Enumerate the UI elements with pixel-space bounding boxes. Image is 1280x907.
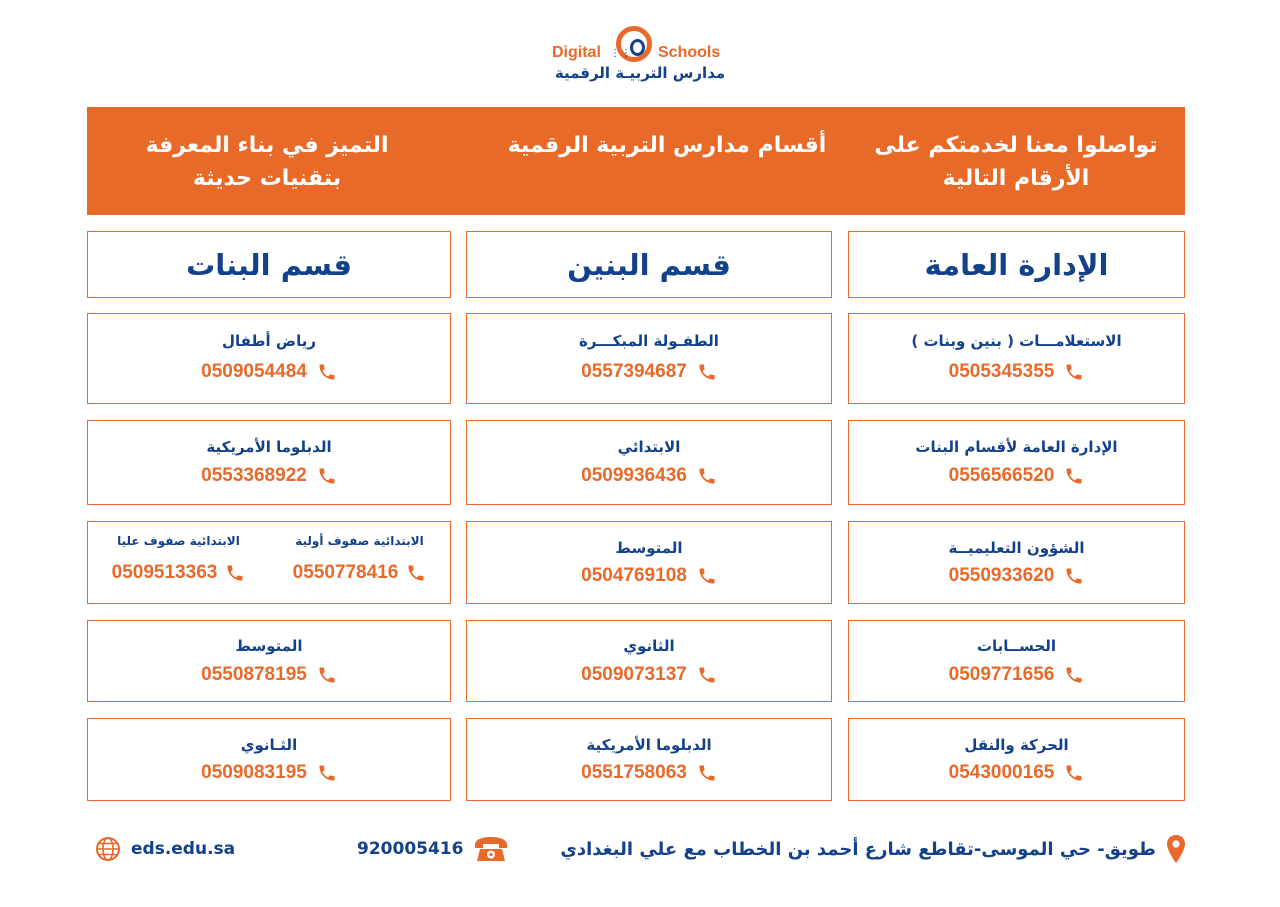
- phone-icon: [697, 466, 717, 486]
- phone-number[interactable]: 0505345355: [948, 361, 1055, 382]
- contact-label: الابتدائية صفوف أولية: [295, 534, 424, 548]
- phone-icon: [317, 466, 337, 486]
- contact-card: [848, 620, 1185, 702]
- contact-label: الطفـولة المبكـــرة: [579, 332, 719, 350]
- contact-phone[interactable]: [269, 562, 450, 584]
- banner-departments-text: [487, 129, 847, 162]
- contact-phone[interactable]: [88, 664, 450, 686]
- contact-phone[interactable]: [849, 465, 1184, 487]
- contact-phone[interactable]: [849, 762, 1184, 784]
- contact-label: المتوسط: [235, 637, 303, 655]
- banner-departments-line: أقسام مدارس التربية الرقمية: [507, 133, 827, 158]
- phone-icon: [697, 566, 717, 586]
- column-header-admin: الإدارة العامة: [848, 231, 1185, 298]
- phone-number[interactable]: 0509771656: [948, 664, 1055, 685]
- phone-number[interactable]: 0550933620: [948, 565, 1055, 586]
- footer-phone-number: 920005416: [357, 839, 464, 859]
- banner-excellence-text: [107, 129, 427, 195]
- contact-label: الابتدائي: [617, 438, 681, 456]
- contact-card: [466, 620, 832, 702]
- phone-icon: [1064, 665, 1084, 685]
- contact-card: [466, 718, 832, 801]
- contact-card: [466, 521, 832, 604]
- banner-contact-line-1: تواصلوا معنا لخدمتكم على: [874, 133, 1158, 158]
- globe-icon: [95, 836, 121, 862]
- contact-card: [87, 313, 451, 404]
- logo-arabic: مدارس التربيـة الرقمية: [554, 64, 726, 82]
- phone-number[interactable]: 0543000165: [948, 762, 1055, 783]
- logo-schools: Schools: [658, 44, 721, 61]
- phone-icon: [1064, 362, 1084, 382]
- phone-icon: [406, 563, 426, 583]
- contact-phone[interactable]: [849, 565, 1184, 587]
- phone-number[interactable]: 0509054484: [201, 361, 307, 382]
- website-link[interactable]: eds.edu.sa: [131, 839, 236, 859]
- banner-contact-line-2: الأرقام التالية: [942, 166, 1090, 191]
- column-header-boys: قسم البنين: [466, 231, 832, 298]
- contact-label: الحركة والنقل: [964, 736, 1069, 754]
- contact-label: المتوسط: [615, 539, 683, 557]
- contact-card: [87, 521, 451, 604]
- contact-phone[interactable]: [849, 664, 1184, 686]
- phone-icon: [1064, 566, 1084, 586]
- banner-excellence-line-1: التميز في بناء المعرفة: [145, 133, 389, 158]
- phone-icon: [317, 665, 337, 685]
- phone-number[interactable]: 0556566520: [948, 465, 1055, 486]
- column-header-girls: قسم البنات: [87, 231, 451, 298]
- phone-number[interactable]: 0553368922: [201, 465, 307, 486]
- contact-label: الاستعلامـــات ( بنين وبنات ): [911, 332, 1122, 350]
- contact-card: [848, 521, 1185, 604]
- contact-phone[interactable]: [467, 465, 831, 487]
- phone-icon: [317, 362, 337, 382]
- phone-icon: [697, 362, 717, 382]
- contact-label: الشؤون التعليميــة: [948, 539, 1085, 557]
- header-banner: [87, 107, 1185, 215]
- contact-phone[interactable]: [88, 762, 450, 784]
- phone-icon: [1064, 466, 1084, 486]
- contact-label: الدبلوما الأمريكية: [586, 736, 712, 754]
- contact-label: الثانوي: [623, 637, 675, 655]
- phone-number[interactable]: 0557394687: [581, 361, 687, 382]
- split-left: [88, 522, 269, 603]
- split-right: [269, 522, 450, 603]
- contact-phone[interactable]: [467, 565, 831, 587]
- contact-phone[interactable]: [88, 562, 269, 584]
- contact-card: [848, 718, 1185, 801]
- contact-label: الإدارة العامة لأقسام البنات: [915, 438, 1118, 456]
- contact-label: الحســابات: [976, 637, 1057, 655]
- contact-phone[interactable]: [467, 664, 831, 686]
- phone-number[interactable]: 0509073137: [581, 664, 687, 685]
- location-pin-icon: [1166, 834, 1186, 864]
- phone-number[interactable]: 0550878195: [201, 664, 307, 685]
- contact-phone[interactable]: [88, 465, 450, 487]
- phone-icon: [697, 763, 717, 783]
- contact-card: [848, 313, 1185, 404]
- phone-number[interactable]: 0550778416: [292, 562, 399, 583]
- phone-number[interactable]: 0551758063: [581, 762, 687, 783]
- phone-number[interactable]: 0504769108: [581, 565, 687, 586]
- footer-website[interactable]: [95, 832, 235, 866]
- footer-address: [560, 832, 1186, 866]
- address-text: طويق- حي الموسى-تقاطع شارع أحمد بن الخطاب مع علي البغدادي: [560, 838, 1156, 860]
- contact-label: الابتدائية صفوف عليا: [117, 534, 240, 548]
- footer-phone: [357, 832, 509, 866]
- contact-phone[interactable]: [88, 361, 450, 383]
- telephone-icon: [473, 835, 509, 863]
- contact-phone[interactable]: [467, 361, 831, 383]
- contact-card: [466, 313, 832, 404]
- logo: [540, 24, 740, 86]
- logo-dots: ⋮⋮: [610, 48, 632, 59]
- contact-label: الدبلوما الأمريكية: [206, 438, 332, 456]
- phone-icon: [697, 665, 717, 685]
- contact-card: [87, 718, 451, 801]
- contact-card: [466, 420, 832, 505]
- contact-card: [87, 620, 451, 702]
- phone-number[interactable]: 0509936436: [581, 465, 687, 486]
- contact-card: [848, 420, 1185, 505]
- contact-phone[interactable]: [467, 762, 831, 784]
- phone-number[interactable]: 0509083195: [201, 762, 307, 783]
- banner-contact-text: [847, 129, 1185, 195]
- contact-phone[interactable]: [849, 361, 1184, 383]
- banner-excellence-line-2: بتقنيات حديثة: [192, 166, 342, 191]
- contact-label: رياض أطفال: [221, 332, 316, 350]
- logo-digital: Digital: [552, 44, 601, 61]
- phone-icon: [225, 563, 245, 583]
- phone-number[interactable]: 0509513363: [111, 562, 218, 583]
- contact-card: [87, 420, 451, 505]
- phone-icon: [1064, 763, 1084, 783]
- contact-label: الثـانوي: [240, 736, 298, 754]
- phone-icon: [317, 763, 337, 783]
